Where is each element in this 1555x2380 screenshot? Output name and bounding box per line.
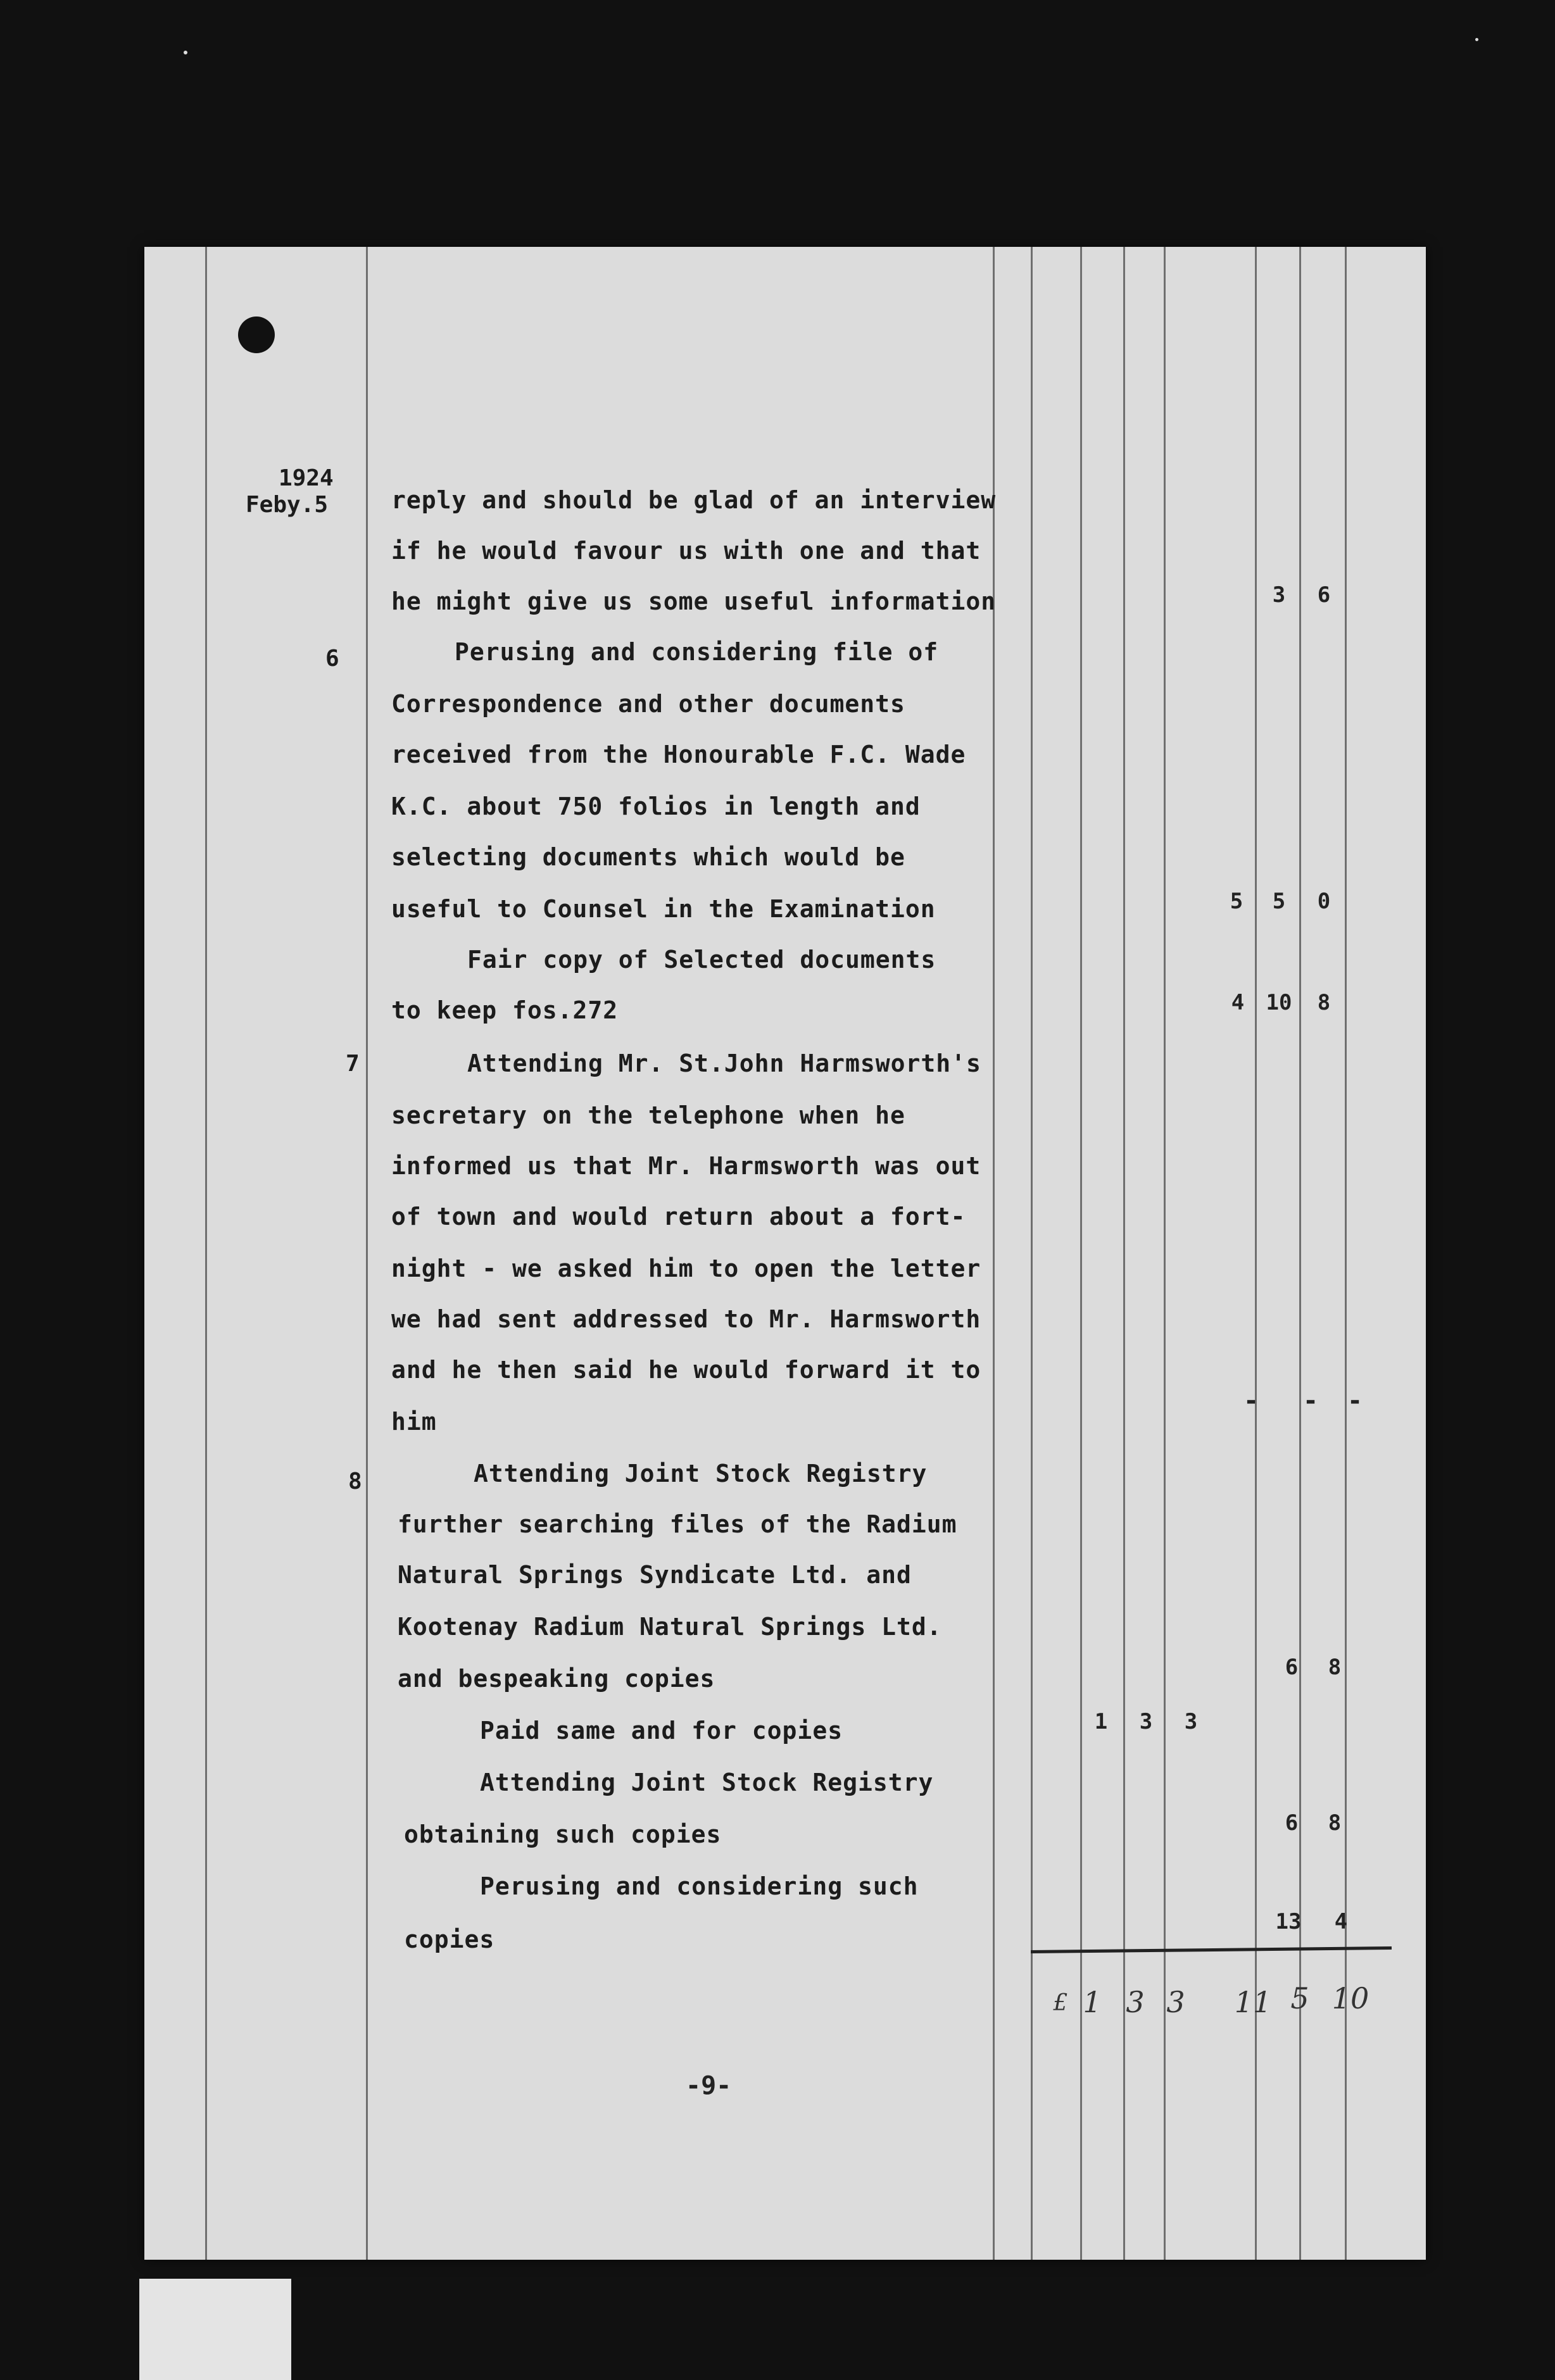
handwritten-total: 5 (1290, 1981, 1309, 2015)
amount-pence: 4 (1334, 1909, 1348, 1934)
film-speck (184, 51, 187, 54)
ledger-page (144, 247, 1426, 2260)
amount-pounds: 5 (1230, 889, 1243, 914)
day-marker: 7 (346, 1051, 360, 1077)
amount-shillings: 3 (1139, 1709, 1153, 1734)
text-line: Attending Joint Stock Registry (474, 1460, 928, 1488)
text-line: Fair copy of Selected documents (467, 946, 936, 974)
text-line: useful to Counsel in the Examination (391, 895, 936, 923)
total-rule (1031, 1946, 1392, 1953)
handwritten-total: 1 (1083, 1985, 1102, 2019)
punch-hole (238, 316, 275, 353)
text-line: informed us that Mr. Harmsworth was out (391, 1152, 981, 1180)
film-slip (139, 2279, 291, 2380)
text-line: K.C. about 750 folios in length and (391, 792, 921, 820)
amount-pence: 0 (1317, 889, 1331, 914)
text-line: and he then said he would forward it to (391, 1356, 981, 1384)
text-line: him (391, 1408, 437, 1436)
text-line: and bespeaking copies (398, 1665, 715, 1693)
text-line: of town and would return about a fort- (391, 1203, 966, 1231)
column-rule (1080, 247, 1082, 2260)
margin-rule (205, 247, 207, 2260)
text-line: obtaining such copies (404, 1820, 722, 1848)
text-line: Correspondence and other documents (391, 690, 905, 718)
text-line: Perusing and considering file of (455, 638, 939, 666)
text-line: copies (404, 1926, 495, 1953)
text-line: night - we asked him to open the letter (391, 1255, 981, 1282)
amount-pence: 6 (1317, 582, 1331, 608)
amount-shillings: 10 (1266, 990, 1292, 1015)
currency-symbol: £ (1053, 1990, 1068, 2016)
date-rule (366, 247, 368, 2260)
text-line: Natural Springs Syndicate Ltd. and (398, 1561, 912, 1589)
handwritten-total: 11 (1234, 1985, 1272, 2019)
year-label: 1924 (279, 465, 334, 491)
date-label: Feby.5 (246, 492, 329, 518)
day-marker: 8 (348, 1469, 362, 1494)
page-number: -9- (686, 2071, 732, 2100)
amount-pence: 8 (1317, 990, 1331, 1015)
film-speck (1475, 38, 1478, 41)
amount-shillings: 6 (1285, 1655, 1299, 1680)
amount-shillings: 5 (1272, 889, 1286, 914)
amount-pence: 8 (1328, 1810, 1342, 1836)
text-line: we had sent addressed to Mr. Harmsworth (391, 1305, 981, 1333)
amount-pence: 8 (1328, 1655, 1342, 1680)
handwritten-total: 10 (1332, 1981, 1369, 2015)
amount-shillings: 3 (1272, 582, 1286, 608)
text-line: secretary on the telephone when he (391, 1101, 905, 1129)
text-line: he might give us some useful information (391, 587, 997, 615)
text-line: reply and should be glad of an interview (391, 486, 997, 514)
text-line: Attending Joint Stock Registry (480, 1769, 934, 1796)
handwritten-total: 3 (1166, 1985, 1185, 2019)
amount-shillings: 13 (1275, 1909, 1302, 1934)
blank-dash: - (1347, 1386, 1363, 1415)
amount-pounds: 4 (1231, 990, 1245, 1015)
text-line: Perusing and considering such (480, 1872, 919, 1900)
blank-dash: - (1243, 1386, 1259, 1415)
text-line: Kootenay Radium Natural Springs Ltd. (398, 1613, 942, 1641)
text-line: Attending Mr. St.John Harmsworth's (467, 1049, 981, 1077)
text-line: received from the Honourable F.C. Wade (391, 741, 966, 768)
amount-pence: 3 (1184, 1709, 1198, 1734)
blank-dash: - (1303, 1386, 1319, 1415)
text-line: to keep fos.272 (391, 996, 619, 1024)
amount-pounds: 1 (1094, 1709, 1108, 1734)
column-rule (1345, 247, 1347, 2260)
column-rule (1164, 247, 1166, 2260)
text-rule (993, 247, 995, 2260)
column-rule (1031, 247, 1033, 2260)
text-line: selecting documents which would be (391, 843, 905, 871)
text-line: Paid same and for copies (480, 1717, 843, 1744)
amount-shillings: 6 (1285, 1810, 1299, 1836)
column-rule (1123, 247, 1125, 2260)
text-line: if he would favour us with one and that (391, 537, 981, 565)
column-rule (1255, 247, 1257, 2260)
handwritten-total: 3 (1126, 1985, 1145, 2019)
column-rule (1299, 247, 1301, 2260)
day-marker: 6 (325, 646, 339, 672)
text-line: further searching files of the Radium (398, 1510, 957, 1538)
